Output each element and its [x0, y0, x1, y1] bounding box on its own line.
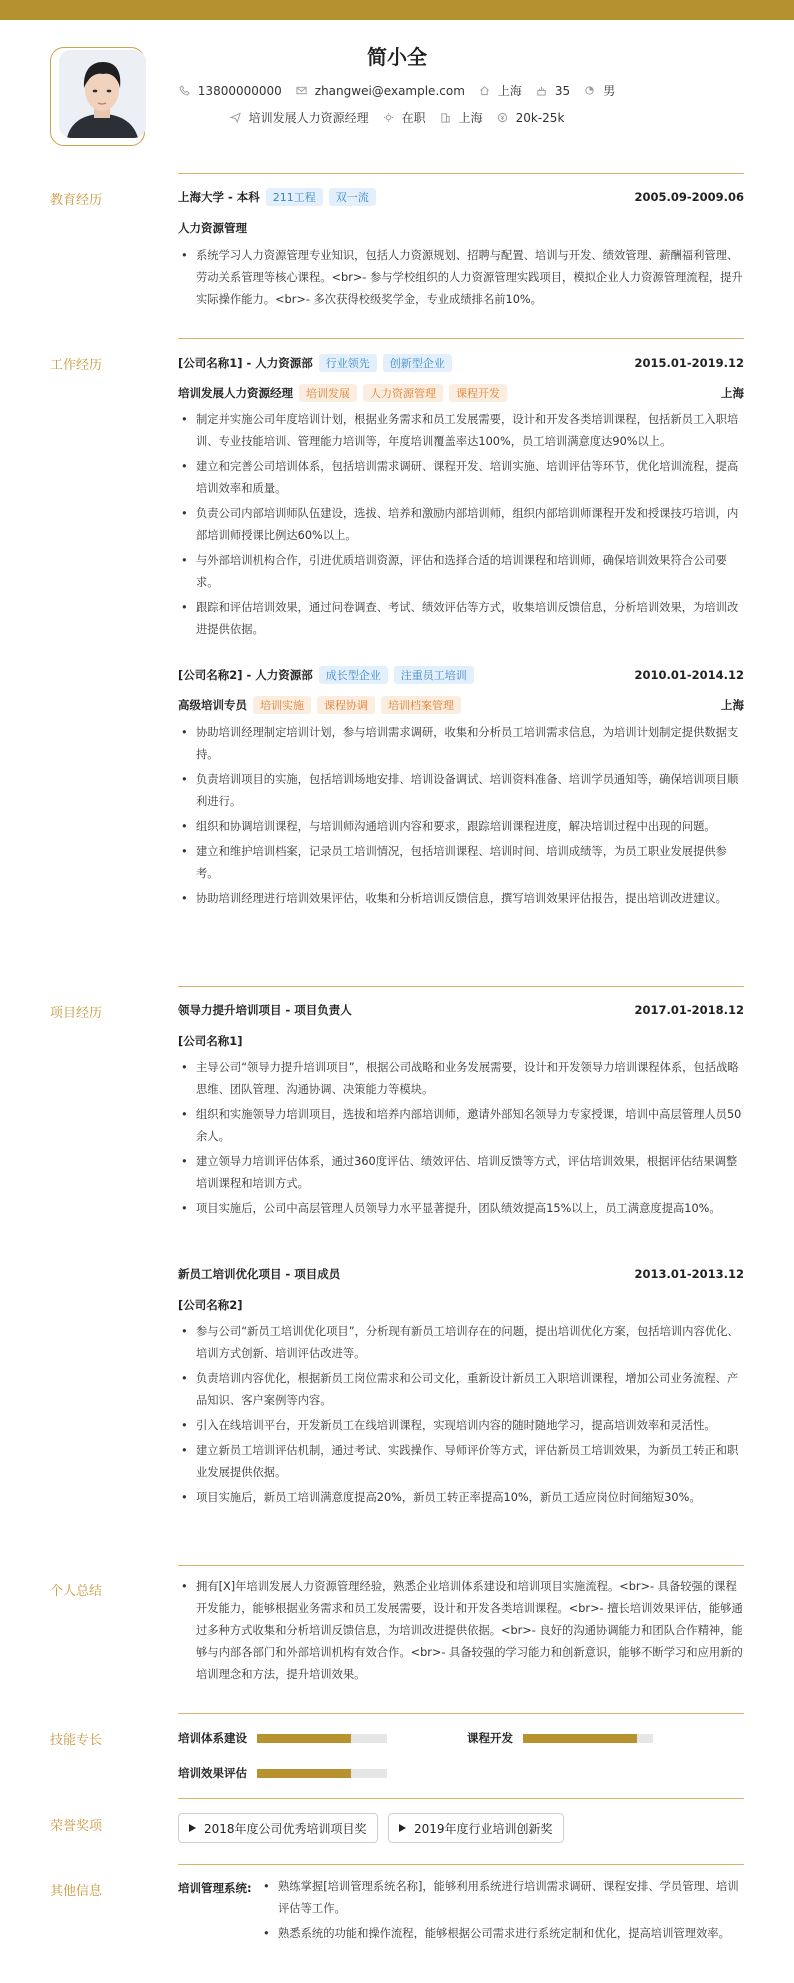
project-name: 领导力提升培训项目 - 项目负责人 — [178, 1003, 352, 1017]
list-item: • 系统学习人力资源管理专业知识，包括人力资源规划、招聘与配置、培训与开发、绩效管理、薪酬福利管理、劳动关系管理等核心课程。<br>- 参与学校组织的人力资源管理实践项目，模拟企业人力资源管理流程，提升实际操作能力。<br>- 多次获得校级奖学金，专业成绩排名前10%。 — [178, 245, 744, 311]
candidate-name: 简小全 — [367, 45, 427, 69]
job-date: 2015.01-2019.12 — [634, 356, 744, 370]
company-name: [公司名称1] - 人力资源部 — [178, 356, 313, 370]
send-icon — [230, 112, 241, 123]
skill-item — [178, 1765, 387, 1781]
award-name: 2018年度公司优秀培训项目奖 — [204, 1821, 367, 1836]
position-row — [178, 384, 744, 402]
status-icon — [383, 112, 394, 123]
list-item: • 负责培训项目的实施，包括培训场地安排、培训设备调试、培训资料准备、培训学员通知等，确保培训项目顺利进行。 — [178, 769, 744, 813]
project-company: [公司名称2] — [178, 1298, 243, 1312]
gender-icon — [584, 85, 595, 96]
email-icon — [296, 85, 307, 96]
section-divider — [178, 338, 744, 339]
project-duties — [178, 1321, 744, 1512]
section-title-projects: 项目经历 — [50, 1006, 103, 1021]
school-tag: 双一流 — [329, 188, 376, 206]
section-divider — [178, 1864, 744, 1865]
list-item: • 建立和完善公司培训体系，包括培训需求调研、课程开发、培训实施、培训评估等环节，优化培训流程，提高培训效率和质量。 — [178, 456, 744, 500]
cake-icon — [536, 85, 547, 96]
position-tag: 培训实施 — [253, 696, 311, 714]
project-company: [公司名称1] — [178, 1034, 243, 1048]
target-job-text: 培训发展人力资源经理 — [248, 111, 369, 125]
phone-text: 13800000000 — [197, 83, 282, 98]
list-item: • 熟练掌握[培训管理系统名称]，能够利用系统进行培训需求调研、课程安排、学员管理、培训评估等工作。 — [260, 1876, 744, 1920]
skill-bar — [257, 1769, 387, 1778]
company-tag: 注重员工培训 — [394, 666, 474, 684]
position-tag: 课程开发 — [449, 384, 507, 402]
list-item: • 负责培训内容优化，根据新员工岗位需求和公司文化，重新设计新员工入职培训课程，增加公司业务流程、产品知识、客户案例等内容。 — [178, 1368, 744, 1412]
job-date: 2010.01-2014.12 — [634, 668, 744, 682]
list-item: • 项目实施后，公司中高层管理人员领导力水平显著提升，团队绩效提高15%以上，员工满意度提高10%。 — [178, 1198, 744, 1220]
age-text: 35 — [554, 83, 571, 98]
list-item: • 主导公司“领导力提升培训项目”，根据公司战略和业务发展需要，设计和开发领导力培训课程体系，包括战略思维、团队管理、沟通协调、决策能力等模块。 — [178, 1057, 744, 1101]
job-location: 上海 — [721, 386, 744, 400]
award-name: 2019年度行业培训创新奖 — [414, 1821, 553, 1836]
section-title-education: 教育经历 — [50, 193, 103, 208]
section-title-summary: 个人总结 — [50, 1584, 103, 1599]
project-header — [178, 1002, 744, 1018]
section-title-work: 工作经历 — [50, 358, 103, 373]
list-item: • 协助培训经理制定培训计划，参与培训需求调研，收集和分析员工培训需求信息，为培训计划制定提供数据支持。 — [178, 722, 744, 766]
section-title-awards: 荣誉奖项 — [50, 1819, 103, 1834]
position-row — [178, 696, 744, 714]
company-name: [公司名称2] - 人力资源部 — [178, 668, 313, 682]
list-item: • 建立和维护培训档案，记录员工培训情况，包括培训课程、培训时间、培训成绩等，为员工职业发展提供参考。 — [178, 841, 744, 885]
list-item: • 负责公司内部培训师队伍建设，选拔、培养和激励内部培训师，组织内部培训师课程开发和授课技巧培训，内部培训师授课比例达60%以上。 — [178, 503, 744, 547]
other-label: 培训管理系统: — [178, 1881, 252, 1895]
contact-row — [0, 82, 794, 99]
project-date: 2017.01-2018.12 — [634, 1003, 744, 1017]
list-item: • 与外部培训机构合作，引进优质培训资源，评估和选择合适的培训课程和培训师，确保培训效果符合公司要求。 — [178, 550, 744, 594]
section-divider — [178, 173, 744, 174]
skill-item — [178, 1730, 387, 1746]
company-tag: 行业领先 — [319, 354, 377, 372]
list-item: • 参与公司“新员工培训优化项目”，分析现有新员工培训存在的问题，提出培训优化方案，包括培训内容优化、培训方式创新、培训评估改进等。 — [178, 1321, 744, 1365]
salary-text: 20k-25k — [515, 110, 565, 125]
section-divider — [178, 1798, 744, 1799]
home-icon — [479, 85, 490, 96]
job-header — [178, 666, 744, 684]
position-tag: 培训发展 — [299, 384, 357, 402]
education-header — [178, 188, 744, 206]
project-name: 新员工培训优化项目 - 项目成员 — [178, 1267, 341, 1281]
section-divider — [178, 1565, 744, 1566]
skill-bar — [257, 1734, 387, 1743]
job-duties — [178, 409, 744, 644]
job-header — [178, 354, 744, 372]
section-divider — [178, 1713, 744, 1714]
job-location: 上海 — [721, 698, 744, 712]
list-item: • 建立新员工培训评估机制，通过考试、实践操作、导师评价等方式，评估新员工培训效果，为新员工转正和职业发展提供依据。 — [178, 1440, 744, 1484]
summary-list — [178, 1576, 744, 1689]
section-divider — [178, 986, 744, 987]
other-list — [260, 1876, 744, 1948]
school-name: 上海大学 - 本科 — [178, 190, 260, 204]
list-item: • 制定并实施公司年度培训计划，根据业务需求和员工发展需要，设计和开发各类培训课程，包括新员工入职培训、专业技能培训、管理能力培训等，年度培训覆盖率达100%，员工培训满意度达90%以上。 — [178, 409, 744, 453]
awards-list — [178, 1813, 744, 1843]
salary-icon — [497, 112, 508, 123]
list-item: • 项目实施后，新员工培训满意度提高20%，新员工转正率提高10%，新员工适应岗位时间缩短30%。 — [178, 1487, 744, 1509]
section-title-skills: 技能专长 — [50, 1733, 103, 1748]
award-item — [388, 1813, 564, 1843]
position-name: 培训发展人力资源经理 — [178, 386, 293, 400]
phone-icon — [179, 85, 190, 96]
skill-name: 课程开发 — [467, 1731, 513, 1745]
email-text: zhangwei@example.com — [314, 83, 465, 98]
status-text: 在职 — [401, 111, 426, 125]
award-item — [178, 1813, 378, 1843]
skill-name: 培训效果评估 — [178, 1766, 247, 1780]
list-item: • 拥有[X]年培训发展人力资源管理经验，熟悉企业培训体系建设和培训项目实施流程。<br>- 具备较强的课程开发能力，能够根据业务需求和员工发展需要，设计和开发各类培训课程。<br>- 擅长培训效果评估，能够通过多种方式收集和分析培训反馈信息，为培训改进提供依据。<br>- 良好的沟通协调能力和团队合作精神，能够与内部各部门和外部培训机构有效合作。<br>- 具备较强的学习能力和创新意识，能够不断学习和应用新的培训理念和方法，提升培训效果。 — [178, 1576, 744, 1686]
skill-fill — [257, 1734, 351, 1743]
accent-bar — [0, 0, 794, 20]
building-icon — [440, 112, 451, 123]
list-item: • 熟悉系统的功能和操作流程，能够根据公司需求进行系统定制和优化，提高培训管理效率。 — [260, 1923, 744, 1945]
target-city-text: 上海 — [458, 111, 483, 125]
position-tag: 培训档案管理 — [381, 696, 461, 714]
skill-name: 培训体系建设 — [178, 1731, 247, 1745]
job-duties — [178, 722, 744, 913]
education-date: 2005.09-2009.06 — [634, 190, 744, 204]
gender-text: 男 — [603, 84, 616, 98]
project-date: 2013.01-2013.12 — [634, 1267, 744, 1281]
job-intent-row — [0, 109, 794, 126]
list-item: • 引入在线培训平台，开发新员工在线培训课程，实现培训内容的随时随地学习，提高培训效率和灵活性。 — [178, 1415, 744, 1437]
play-icon — [189, 1824, 196, 1832]
skill-item — [467, 1730, 653, 1746]
list-item: • 协助培训经理进行培训效果评估，收集和分析培训反馈信息，撰写培训效果评估报告，提出培训改进建议。 — [178, 888, 744, 910]
section-title-other: 其他信息 — [50, 1884, 103, 1899]
list-item: • 组织和实施领导力培训项目，选拔和培养内部培训师，邀请外部知名领导力专家授课，培训中高层管理人员50余人。 — [178, 1104, 744, 1148]
city-text: 上海 — [497, 84, 522, 98]
company-tag: 创新型企业 — [383, 354, 452, 372]
list-item: • 建立领导力培训评估体系，通过360度评估、绩效评估、培训反馈等方式，评估培训效果，根据评估结果调整培训课程和培训方式。 — [178, 1151, 744, 1195]
list-item: • 跟踪和评估培训效果，通过问卷调查、考试、绩效评估等方式，收集培训反馈信息，分析培训效果，为培训改进提供依据。 — [178, 597, 744, 641]
education-list — [178, 245, 744, 314]
project-duties — [178, 1057, 744, 1223]
skill-bar — [523, 1734, 653, 1743]
school-tag: 211工程 — [266, 188, 323, 206]
play-icon — [399, 1824, 406, 1832]
education-major: 人力资源管理 — [178, 221, 247, 235]
position-name: 高级培训专员 — [178, 698, 247, 712]
position-tag: 人力资源管理 — [363, 384, 443, 402]
company-tag: 成长型企业 — [319, 666, 388, 684]
list-item: • 组织和协调培训课程，与培训师沟通培训内容和要求，跟踪培训课程进度，解决培训过程中出现的问题。 — [178, 816, 744, 838]
skill-fill — [257, 1769, 351, 1778]
project-header — [178, 1266, 744, 1282]
skill-fill — [523, 1734, 637, 1743]
position-tag: 课程协调 — [317, 696, 375, 714]
